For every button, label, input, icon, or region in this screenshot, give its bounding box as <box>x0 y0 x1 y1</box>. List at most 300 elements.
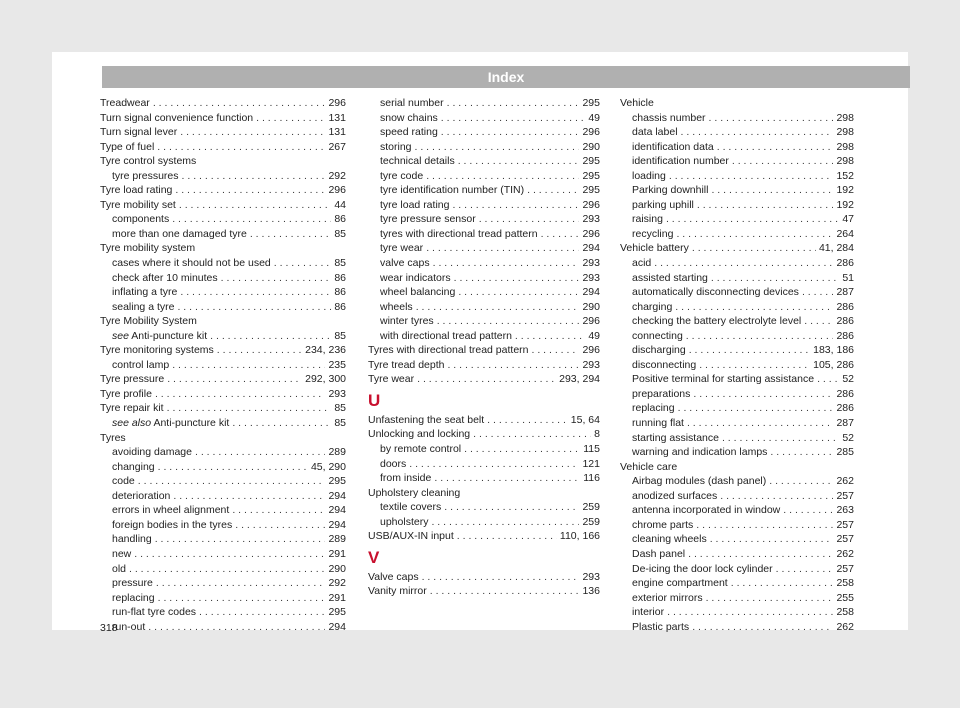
dot-leader <box>180 125 325 140</box>
entry-pages: 296 <box>328 184 346 197</box>
index-subentry <box>100 591 346 606</box>
entry-pages: 291 <box>328 591 346 604</box>
dot-leader <box>527 183 579 198</box>
dot-leader <box>454 271 580 286</box>
index-entry <box>100 111 346 126</box>
entry-pages: 131 <box>328 126 346 139</box>
dot-leader <box>722 431 839 446</box>
entry-label: Tyre load rating <box>100 184 173 197</box>
dot-leader <box>433 256 580 271</box>
entry-pages: 152 <box>836 169 854 182</box>
entry-pages: 286 <box>836 257 854 270</box>
entry-label: tyre pressure sensor <box>380 213 476 226</box>
index-subentry <box>100 547 346 562</box>
entry-label: run-flat tyre codes <box>112 606 197 619</box>
index-column-2 <box>368 96 600 599</box>
entry-label: connecting <box>632 329 683 342</box>
entry-pages: 85 <box>334 227 346 240</box>
index-subentry <box>100 271 346 286</box>
entry-pages: 15, 64 <box>570 413 600 426</box>
page-number: 318 <box>100 622 118 634</box>
entry-label: pressure <box>112 577 153 590</box>
dot-leader <box>669 169 834 184</box>
entry-pages: 85 <box>334 257 346 270</box>
dot-leader <box>235 518 325 533</box>
dot-leader <box>696 518 833 533</box>
index-subentry <box>620 183 854 198</box>
dot-leader <box>452 198 579 213</box>
entry-label: charging <box>632 300 673 313</box>
entry-label: Tyre Mobility System <box>100 315 197 328</box>
entry-pages: 257 <box>836 518 854 531</box>
entry-pages: 290 <box>582 300 600 313</box>
dot-leader <box>688 547 833 562</box>
entry-pages: 136 <box>582 585 600 598</box>
index-subentry <box>368 96 600 111</box>
entry-label: engine compartment <box>632 577 728 590</box>
entry-pages: 51 <box>842 271 854 284</box>
entry-pages: 263 <box>836 504 854 517</box>
entry-pages: 258 <box>836 577 854 590</box>
entry-label: Tyre mobility system <box>100 242 196 255</box>
dot-leader <box>689 343 810 358</box>
entry-label: avoiding damage <box>112 446 192 459</box>
entry-label: tyre identification number (TIN) <box>380 184 525 197</box>
dot-leader <box>654 256 833 271</box>
entry-label: snow chains <box>380 111 438 124</box>
dot-leader <box>783 503 833 518</box>
entry-label: discharging <box>632 344 686 357</box>
index-subentry <box>368 241 600 256</box>
index-subentry <box>620 212 854 227</box>
entry-label: Parking downhill <box>632 184 709 197</box>
index-subentry <box>620 591 854 606</box>
index-column-1 <box>100 96 346 634</box>
entry-pages: 262 <box>836 475 854 488</box>
dot-leader <box>157 140 325 155</box>
entry-pages: 110, 166 <box>559 530 600 543</box>
dot-leader <box>541 227 580 242</box>
index-subentry <box>368 125 600 140</box>
index-subentry <box>620 358 854 373</box>
dot-leader <box>422 570 580 585</box>
index-subentry <box>620 343 854 358</box>
entry-pages: 86 <box>334 286 346 299</box>
entry-label: components <box>112 213 170 226</box>
dot-leader <box>441 125 580 140</box>
entry-label: exterior mirrors <box>632 591 703 604</box>
entry-pages: 294 <box>582 242 600 255</box>
entry-label: wheels <box>380 300 413 313</box>
index-subentry <box>368 183 600 198</box>
entry-label: doors <box>380 457 407 470</box>
entry-pages: 296 <box>582 315 600 328</box>
index-subentry <box>620 401 854 416</box>
entry-label: data label <box>632 126 678 139</box>
entry-label: run-out <box>112 620 146 633</box>
entry-label: winter tyres <box>380 315 434 328</box>
index-subentry <box>620 503 854 518</box>
entry-pages: 290 <box>582 140 600 153</box>
dot-leader <box>155 387 326 402</box>
index-entry <box>100 96 346 111</box>
dot-leader <box>776 562 834 577</box>
entry-pages: 115 <box>583 443 600 456</box>
index-subentry <box>620 489 854 504</box>
entry-label: by remote control <box>380 443 462 456</box>
index-subentry <box>620 169 854 184</box>
entry-pages: 293 <box>582 271 600 284</box>
index-subentry <box>368 271 600 286</box>
dot-leader <box>697 198 834 213</box>
dot-leader <box>232 503 325 518</box>
entry-pages: 44 <box>334 198 346 211</box>
index-subentry <box>620 111 854 126</box>
index-subentry <box>368 515 600 530</box>
entry-pages: 52 <box>842 431 854 444</box>
entry-pages: 131 <box>328 111 346 124</box>
dot-leader <box>732 154 834 169</box>
entry-label: Valve caps <box>368 570 419 583</box>
index-subentry <box>368 140 600 155</box>
dot-leader <box>699 358 810 373</box>
entry-pages: 298 <box>836 140 854 153</box>
dot-leader <box>802 285 834 300</box>
dot-leader <box>156 576 326 591</box>
dot-leader <box>415 140 580 155</box>
index-subentry <box>100 576 346 591</box>
entry-label: Tyre tread depth <box>368 358 445 371</box>
entry-label: anodized surfaces <box>632 489 718 502</box>
index-subentry <box>368 457 600 472</box>
entry-pages: 85 <box>334 329 346 342</box>
entry-label: Turn signal convenience function <box>100 111 254 124</box>
dot-leader <box>180 285 331 300</box>
entry-label: automatically disconnecting devices <box>632 286 799 299</box>
entry-pages: 296 <box>328 97 346 109</box>
index-entry <box>368 529 600 544</box>
index-subentry <box>100 445 346 460</box>
index-subentry <box>368 500 600 515</box>
dot-leader <box>487 413 568 428</box>
index-subentry <box>368 300 600 315</box>
index-subentry <box>620 125 854 140</box>
index-subentry <box>100 562 346 577</box>
entry-pages: 293 <box>582 570 600 583</box>
entry-label: Vehicle <box>620 97 654 109</box>
entry-pages: 294 <box>328 518 346 531</box>
dot-leader <box>717 140 834 155</box>
entry-label: raising <box>632 213 663 226</box>
index-entry <box>100 140 346 155</box>
dot-leader <box>431 515 579 530</box>
index-subentry <box>620 387 854 402</box>
entry-label: identification number <box>632 155 729 168</box>
index-subentry <box>620 431 854 446</box>
entry-label: textile covers <box>380 501 442 514</box>
dot-leader <box>458 285 579 300</box>
dot-leader <box>256 111 325 126</box>
entry-pages: 262 <box>836 620 854 633</box>
index-subentry <box>100 518 346 533</box>
index-entry <box>368 358 600 373</box>
index-subentry <box>100 212 346 227</box>
index-entry <box>368 413 600 428</box>
entry-label: chassis number <box>632 111 706 124</box>
entry-label: wear indicators <box>380 271 451 284</box>
entry-pages: 293 <box>582 358 600 371</box>
dot-leader <box>515 329 585 344</box>
index-subentry <box>100 285 346 300</box>
entry-label: Upholstery cleaning <box>368 486 461 499</box>
dot-leader <box>678 401 834 416</box>
entry-pages: 292 <box>328 169 346 182</box>
entry-label: cleaning wheels <box>632 533 707 546</box>
entry-pages: 183, 186 <box>813 344 854 357</box>
index-subentry <box>368 442 600 457</box>
entry-pages: 294 <box>582 286 600 299</box>
dot-leader <box>172 212 331 227</box>
dot-leader <box>675 300 833 315</box>
entry-label: interior <box>632 606 665 619</box>
page-header <box>102 66 910 88</box>
entry-label: storing <box>380 140 412 153</box>
dot-leader <box>426 169 579 184</box>
index-entry <box>100 372 346 387</box>
index-subentry <box>620 285 854 300</box>
dot-leader <box>210 329 331 344</box>
entry-pages: 292, 300 <box>305 373 346 386</box>
entry-label: Tyre mobility set <box>100 198 176 211</box>
entry-pages: 262 <box>836 547 854 560</box>
entry-label: Tyre monitoring systems <box>100 344 214 357</box>
entry-label: Unlocking and locking <box>368 428 471 441</box>
entry-pages: 295 <box>582 184 600 197</box>
entry-pages: 85 <box>334 402 346 415</box>
cross-reference-target: Anti-puncture kit <box>151 417 230 430</box>
index-subentry <box>368 212 600 227</box>
entry-label: control lamp <box>112 358 170 371</box>
entry-label: deterioration <box>112 489 171 502</box>
index-subentry <box>620 256 854 271</box>
entry-pages: 286 <box>836 300 854 313</box>
dot-leader <box>817 372 839 387</box>
index-entry <box>368 486 600 501</box>
entry-label: handling <box>112 533 152 546</box>
index-entry <box>100 314 346 329</box>
dot-leader <box>693 387 833 402</box>
entry-pages: 41, 284 <box>818 242 854 255</box>
entry-label: new <box>112 547 132 560</box>
entry-pages: 293 <box>582 213 600 226</box>
index-subentry <box>368 314 600 329</box>
entry-label: running flat <box>632 417 684 430</box>
entry-label: Turn signal lever <box>100 126 178 139</box>
index-subentry <box>620 227 854 242</box>
index-entry <box>368 372 600 387</box>
index-entry <box>100 183 346 198</box>
entry-label: chrome parts <box>632 518 694 531</box>
entry-label: Tyre pressure <box>100 373 165 386</box>
entry-label: sealing a tyre <box>112 300 175 313</box>
entry-pages: 292 <box>328 577 346 590</box>
index-entry <box>100 343 346 358</box>
dot-leader <box>175 183 325 198</box>
index-subentry <box>100 227 346 242</box>
entry-label: Airbag modules (dash panel) <box>632 475 767 488</box>
dot-leader <box>770 445 833 460</box>
entry-pages: 295 <box>328 606 346 619</box>
entry-label: inflating a tyre <box>112 286 178 299</box>
entry-label: replacing <box>632 402 675 415</box>
dot-leader <box>195 445 325 460</box>
entry-label: tyres with directional tread pattern <box>380 227 538 240</box>
entry-label: tyre load rating <box>380 198 450 211</box>
dot-leader <box>464 442 580 457</box>
entry-pages: 49 <box>588 111 600 124</box>
entry-label: USB/AUX-IN input <box>368 530 454 543</box>
index-subentry <box>100 620 346 635</box>
index-subentry <box>368 285 600 300</box>
entry-pages: 295 <box>582 97 600 109</box>
entry-pages: 257 <box>836 562 854 575</box>
dot-leader <box>158 460 308 475</box>
index-entry <box>368 343 600 358</box>
entry-label: checking the battery electrolyte level <box>632 315 802 328</box>
entry-pages: 234, 236 <box>305 344 346 357</box>
entry-label: Tyre repair kit <box>100 402 164 415</box>
index-subentry <box>100 300 346 315</box>
index-subentry <box>100 503 346 518</box>
entry-label: preparations <box>632 387 691 400</box>
entry-pages: 296 <box>582 227 600 240</box>
entry-label: Tyres with directional tread pattern <box>368 344 529 357</box>
entry-label: disconnecting <box>632 358 697 371</box>
index-subentry <box>620 532 854 547</box>
entry-pages: 289 <box>328 533 346 546</box>
dot-leader <box>532 343 580 358</box>
entry-label: from inside <box>380 472 432 485</box>
entry-pages: 259 <box>582 501 600 514</box>
entry-label: replacing <box>112 591 155 604</box>
index-subentry <box>620 329 854 344</box>
entry-pages: 47 <box>842 213 854 226</box>
dot-leader <box>409 457 579 472</box>
entry-label: Tyre control systems <box>100 155 197 168</box>
index-entry <box>620 460 854 475</box>
dot-leader <box>479 212 580 227</box>
entry-pages: 86 <box>334 300 346 313</box>
dot-leader <box>441 111 586 126</box>
entry-label <box>112 329 207 344</box>
dot-leader <box>167 401 332 416</box>
entry-pages: 298 <box>836 111 854 124</box>
entry-pages: 86 <box>334 271 346 284</box>
entry-label: Vehicle battery <box>620 242 689 255</box>
entry-pages: 298 <box>836 126 854 139</box>
entry-pages: 286 <box>836 329 854 342</box>
entry-label: loading <box>632 169 666 182</box>
entry-pages: 258 <box>836 606 854 619</box>
entry-pages: 121 <box>582 457 600 470</box>
index-subentry <box>620 314 854 329</box>
entry-pages: 286 <box>836 387 854 400</box>
dot-leader <box>458 154 580 169</box>
dot-leader <box>134 547 325 562</box>
entry-label: changing <box>112 460 155 473</box>
dot-leader <box>221 271 332 286</box>
section-letter: U <box>368 390 381 410</box>
dot-leader <box>473 427 591 442</box>
dot-leader <box>457 529 557 544</box>
entry-label: upholstery <box>380 515 429 528</box>
entry-pages: 294 <box>328 489 346 502</box>
dot-leader <box>416 300 580 315</box>
entry-pages: 293 <box>328 387 346 400</box>
index-subentry <box>100 605 346 620</box>
entry-label: tyre wear <box>380 242 424 255</box>
index-subentry <box>620 140 854 155</box>
dot-leader <box>417 372 556 387</box>
entry-label: technical details <box>380 155 455 168</box>
entry-pages: 192 <box>836 198 854 211</box>
dot-leader <box>434 471 580 486</box>
entry-label: valve caps <box>380 257 430 270</box>
entry-pages: 296 <box>582 126 600 139</box>
dot-leader <box>426 241 579 256</box>
index-subentry <box>100 256 346 271</box>
dot-leader <box>709 111 834 126</box>
entry-label: Treadwear <box>100 97 150 109</box>
entry-label: wheel balancing <box>380 286 456 299</box>
dot-leader <box>199 605 325 620</box>
dot-leader <box>250 227 331 242</box>
dot-leader <box>153 96 326 111</box>
entry-pages: 291 <box>328 547 346 560</box>
dot-leader <box>711 183 833 198</box>
dot-leader <box>706 591 834 606</box>
entry-pages: 8 <box>594 428 600 441</box>
index-subentry <box>368 227 600 242</box>
entry-pages: 295 <box>582 169 600 182</box>
entry-pages: 294 <box>328 504 346 517</box>
entry-pages: 289 <box>328 446 346 459</box>
dot-leader <box>692 241 816 256</box>
entry-pages: 105, 286 <box>813 358 854 371</box>
index-subentry <box>620 154 854 169</box>
entry-label: assisted starting <box>632 271 708 284</box>
index-entry <box>368 584 600 599</box>
index-subentry <box>100 329 346 344</box>
entry-label: errors in wheel alignment <box>112 504 230 517</box>
index-entry <box>620 241 854 256</box>
page-title: Index <box>487 69 525 85</box>
index-subentry <box>100 358 346 373</box>
entry-pages: 296 <box>582 198 600 211</box>
entry-label: check after 10 minutes <box>112 271 218 284</box>
entry-pages: 290 <box>328 562 346 575</box>
index-subentry <box>620 198 854 213</box>
index-subentry <box>620 605 854 620</box>
entry-label: warning and indication lamps <box>632 446 768 459</box>
entry-label: tyre pressures <box>112 169 179 182</box>
dot-leader <box>172 358 325 373</box>
index-subentry <box>100 532 346 547</box>
entry-label: with directional tread pattern <box>380 329 512 342</box>
entry-label: acid <box>632 257 652 270</box>
entry-pages: 264 <box>836 227 854 240</box>
entry-label: parking uphill <box>632 198 694 211</box>
